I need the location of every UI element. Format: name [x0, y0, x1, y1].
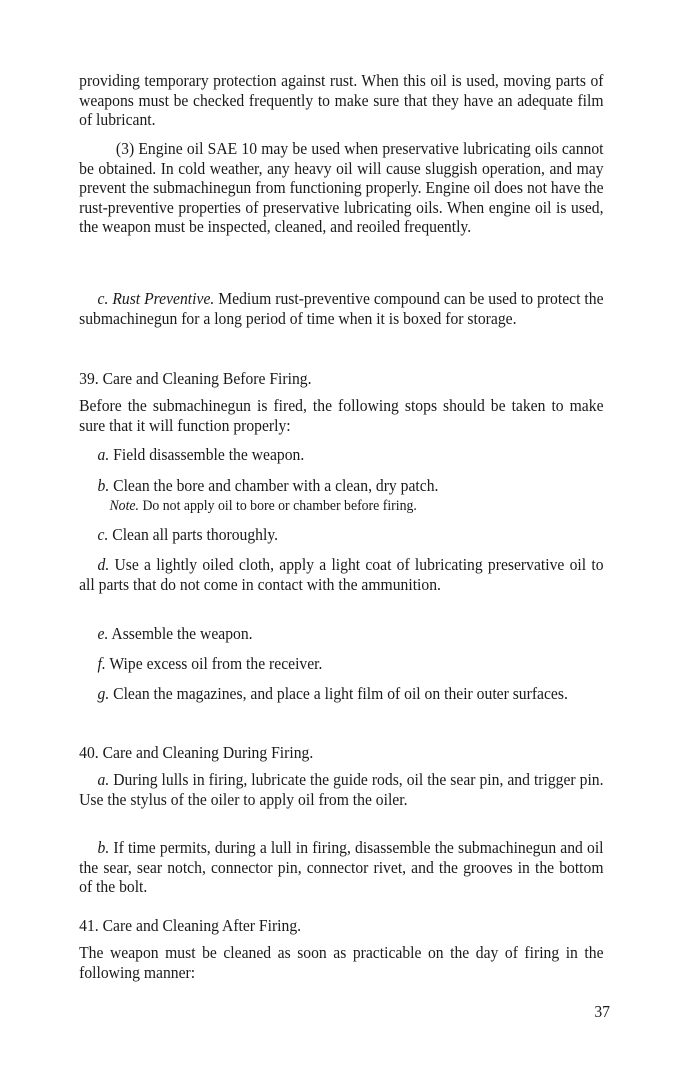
item-text: If time permits, during a lull in firing, disassemble the submachinegun and oil the sear, sear notch, connector pin, connector rivet, and the grooves in the bottom of the bolt. — [79, 838, 604, 897]
item-text: Clean all parts thoroughly. — [108, 525, 279, 544]
item-label: e. — [97, 624, 109, 643]
item-label: a. — [97, 445, 110, 464]
item-label: b. — [97, 838, 110, 857]
heading-section-41: 41. Care and Cleaning After Firing. — [79, 916, 302, 935]
note-label: Note. — [109, 498, 140, 514]
list-item — [79, 555, 603, 594]
heading-section-39: 39. Care and Cleaning Before Firing. — [79, 369, 312, 388]
rust-preventive-label: c. Rust Preventive. — [97, 289, 215, 308]
list-item — [79, 624, 603, 644]
list-item — [79, 684, 603, 704]
item-label: d. — [97, 555, 110, 574]
paragraph-rust-protection: providing temporary protection against rust. When this oil is used, moving parts of weapons must be checked frequently to make sure that they have an adequate film of lubricant. — [79, 71, 604, 130]
list-item — [79, 770, 603, 809]
paragraph-engine-oil: (3) Engine oil SAE 10 may be used when preservative lubricating oils cannot be obtained. In cold weather, any heavy oil will cause sluggish operation, and may prevent the submachinegun from functioning properly. Engine oil does not have the rust-preventive properties of preservative lubricating oils. When engine oil is used, the weapon must be inspected, cleaned, and reoiled frequently. — [79, 139, 604, 237]
item-label: b. — [97, 476, 110, 495]
note — [109, 497, 569, 517]
item-text: Clean the magazines, and place a light film of oil on their outer surfaces. — [109, 684, 568, 703]
item-label: g. — [97, 684, 110, 703]
paragraph-rust-preventive — [79, 289, 603, 328]
list-item — [79, 654, 603, 674]
item-text: Field disassemble the weapon. — [109, 445, 305, 464]
item-text: Use a lightly oiled cloth, apply a light coat of lubricating preservative oil to all parts that do not come in contact with the ammunition. — [79, 555, 604, 594]
section-41-intro: The weapon must be cleaned as soon as practicable on the day of firing in the following manner: — [79, 943, 604, 982]
item-label: c. — [97, 525, 109, 544]
item-label: a. — [97, 770, 110, 789]
item-text: During lulls in firing, lubricate the guide rods, oil the sear pin, and trigger pin. Use the stylus of the oiler to apply oil from the oiler. — [79, 770, 604, 809]
list-item — [79, 838, 603, 897]
page-number: 37 — [594, 1002, 610, 1021]
item-text: Assemble the weapon. — [108, 624, 253, 643]
section-39-intro: Before the submachinegun is fired, the following stops should be taken to make sure that it will function properly: — [79, 396, 604, 435]
list-item — [79, 445, 603, 465]
item-text: Wipe excess oil from the receiver. — [105, 654, 323, 673]
list-item — [79, 476, 603, 496]
rust-preventive-text: Medium rust-preventive compound can be used to protect the submachinegun for a long period of time when it is boxed for storage. — [79, 289, 604, 328]
note-text: Do not apply oil to bore or chamber before firing. — [139, 498, 417, 514]
list-item — [79, 525, 603, 545]
heading-section-40: 40. Care and Cleaning During Firing. — [79, 743, 314, 762]
item-label: f. — [97, 654, 106, 673]
item-text: Clean the bore and chamber with a clean, dry patch. — [109, 476, 439, 495]
